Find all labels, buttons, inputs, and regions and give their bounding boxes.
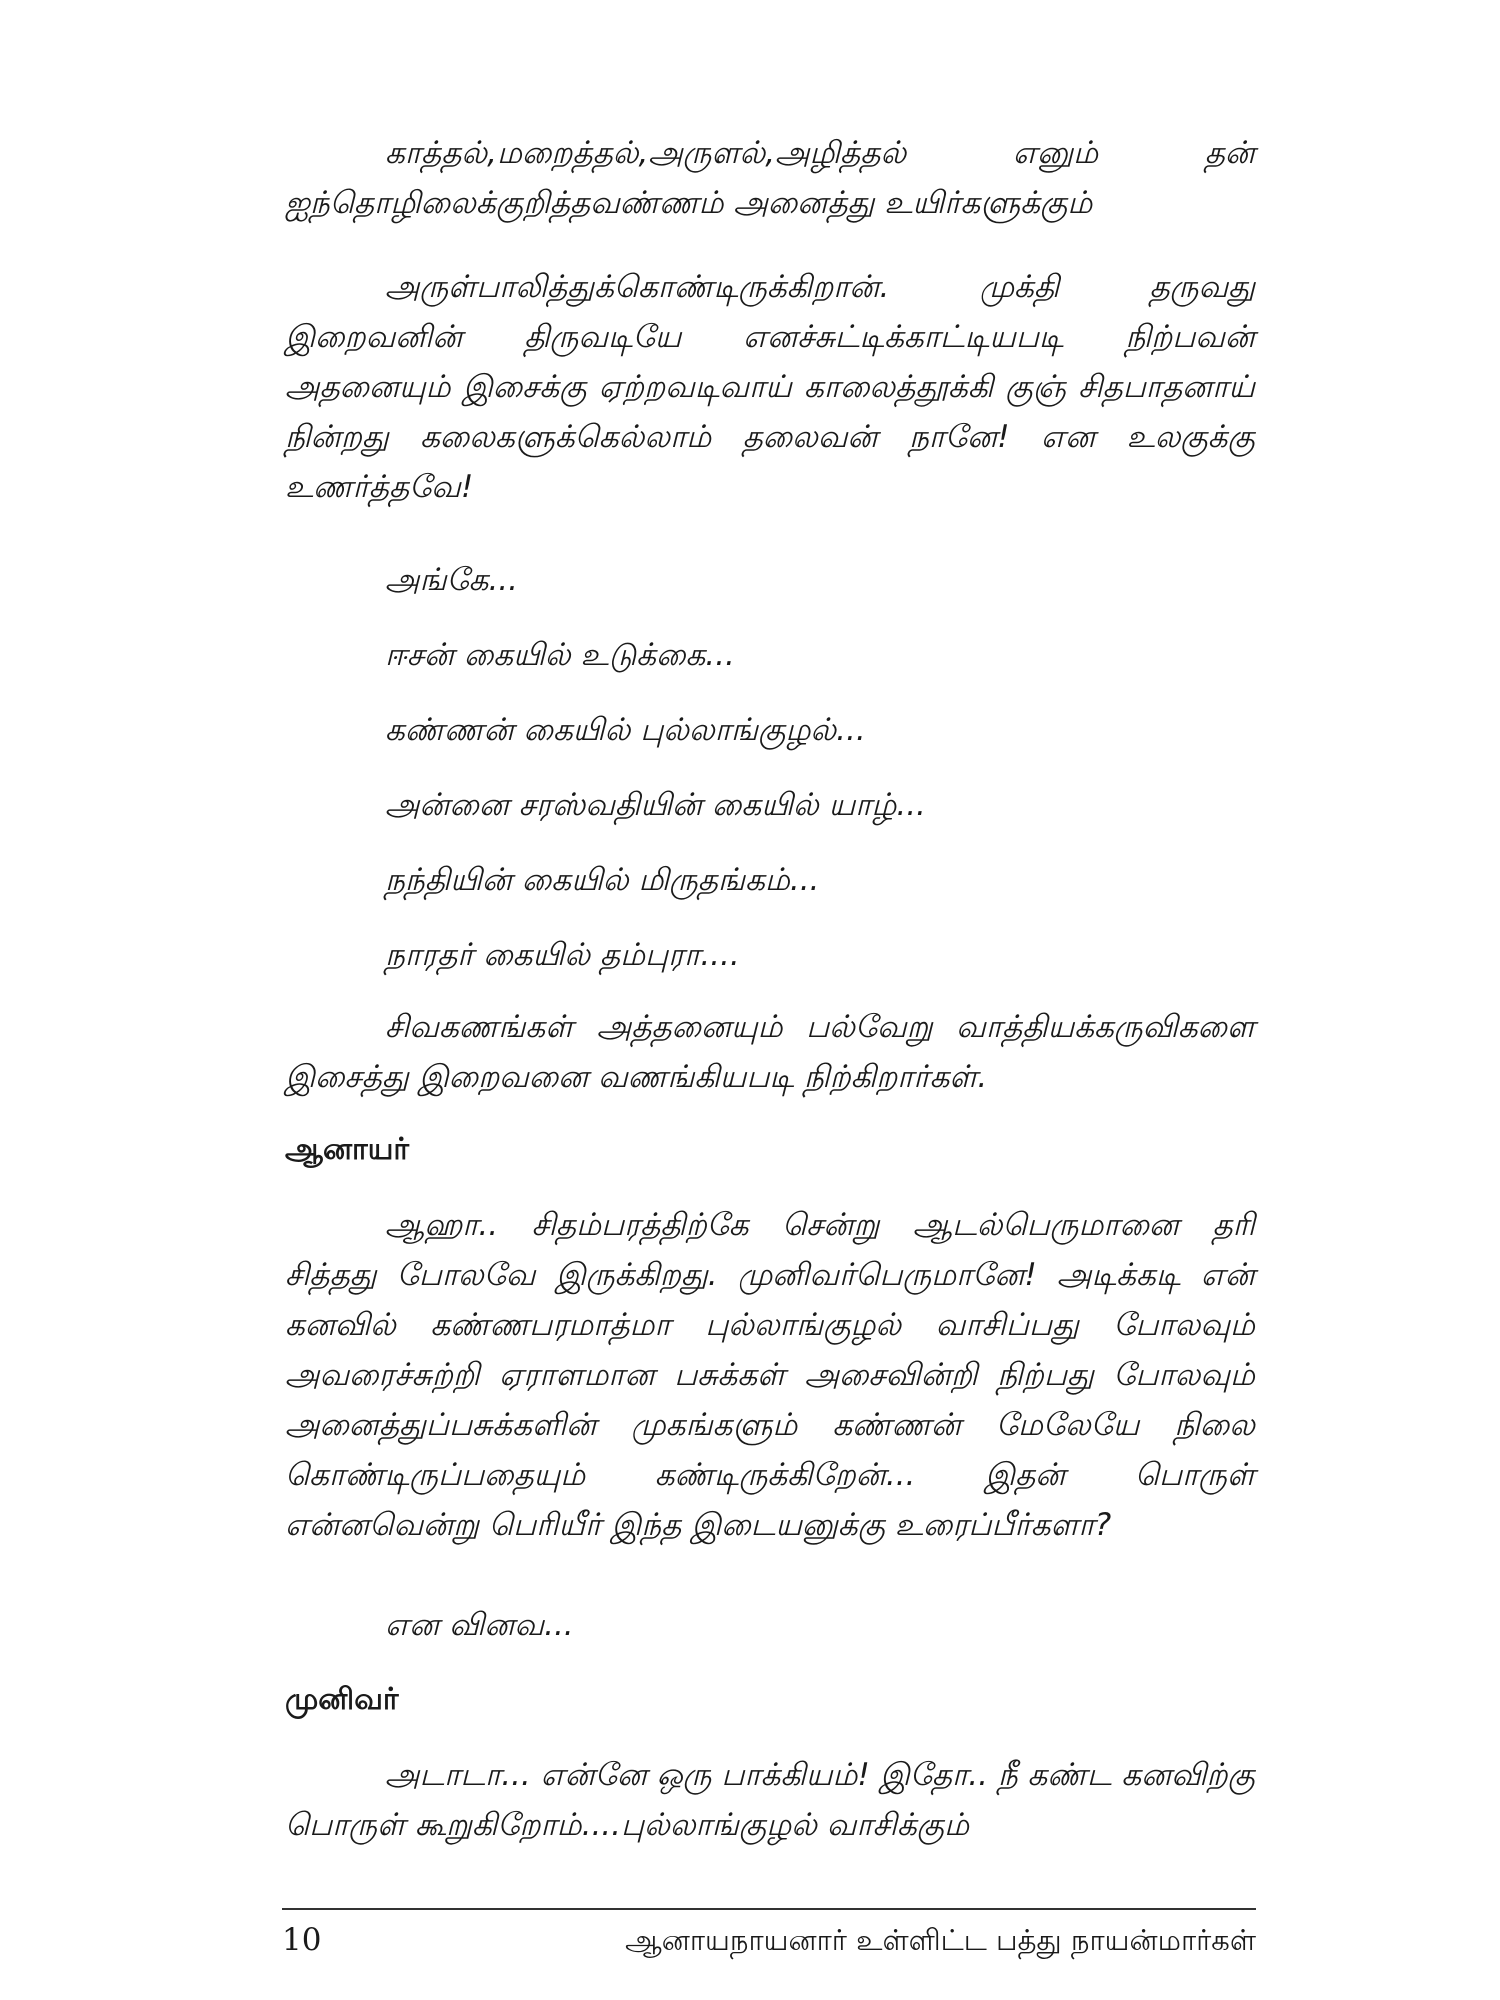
page-number: 10	[282, 1922, 322, 1958]
line-shiva-drum: ஈசன் கையில் உடுக்கை...	[385, 637, 735, 673]
body-paragraph-4	[285, 1200, 1255, 1550]
speaker-block-2	[285, 1675, 1255, 1725]
speaker-munivar: முனிவர்	[285, 1682, 399, 1717]
body-paragraph-5	[285, 1600, 1255, 1650]
body-section-main	[285, 262, 1255, 512]
line-nandi-mridangam: நந்தியின் கையில் மிருதங்கம்...	[385, 862, 820, 898]
footer-divider	[282, 1908, 1256, 1910]
speaker-block-1	[285, 1125, 1255, 1175]
instrument-lines	[285, 555, 1255, 980]
paragraph-anayar-dialogue: ஆஹா.. சிதம்பரத்திற்கே சென்று ஆடல்பெருமானை தரி சித்தது போலவே இருக்கிறது. முனிவர்பெருமானே! அடிக்கடி என் கனவில் கண்ணபரமாத்மா புல்லாங்குழல் வாசிப்பது போலவும் அவரைச்சுற்றி ஏராளமான பசுக்கள் அசைவின்றி நிற்பது போலவும் அனைத்துப்பசுக்களின் முகங்களும் கண்ணன் மேலேயே நிலை கொண்டிருப்பதையும் கண்டிருக்கிறேன்... இதன் பொருள் என்னவென்று பெரியீர் இந்த இடையனுக்கு உரைப்பீர்களா?	[285, 1207, 1255, 1543]
paragraph-grace: அருள்பாலித்துக்கொண்டிருக்கிறான். முக்தி தருவது இறைவனின் திருவடியே எனச்சுட்டிக்காட்டியபடி நிற்பவன் அதனையும் இசைக்கு ஏற்றவடிவாய் காலைத்தூக்கி குஞ் சிதபாதனாய் நின்றது கலைகளுக்கெல்லாம் தலைவன் நானே! என உலகுக்கு உணர்த்தவே!	[285, 269, 1255, 505]
line-there: அங்கே...	[385, 562, 519, 598]
paragraph-sivaganas: சிவகணங்கள் அத்தனையும் பல்வேறு வாத்தியக்கருவிகளை இசைத்து இறைவனை வணங்கியபடி நிற்கிறார்கள்.	[285, 1009, 1255, 1095]
paragraph-munivar-dialogue: அடாடா... என்னே ஒரு பாக்கியம்! இதோ.. நீ கண்ட கனவிற்கு பொருள் கூறுகிறோம்....புல்லாங்குழல் வாசிக்கும்	[285, 1757, 1255, 1843]
line-krishna-flute: கண்ணன் கையில் புல்லாங்குழல்...	[385, 712, 866, 748]
body-paragraph-1	[285, 128, 1255, 228]
paragraph-five-acts: காத்தல்,மறைத்தல்,அருளல்,அழித்தல் எனும் தன் ஐந்தொழிலைக்குறித்தவண்ணம் அனைத்து உயிர்களுக்கும்	[285, 135, 1255, 221]
running-title: ஆனாயநாயனார் உள்ளிட்ட பத்து நாயன்மார்கள்	[625, 1923, 1256, 1957]
body-paragraph-6	[285, 1750, 1255, 1850]
body-paragraph-3	[285, 1002, 1255, 1102]
line-asked: என வினவ...	[385, 1607, 574, 1643]
speaker-anayar: ஆனாயர்	[285, 1132, 410, 1167]
line-narada-tambura: நாரதர் கையில் தம்புரா....	[385, 937, 740, 973]
line-saraswati-yazh: அன்னை சரஸ்வதியின் கையில் யாழ்...	[385, 787, 926, 823]
